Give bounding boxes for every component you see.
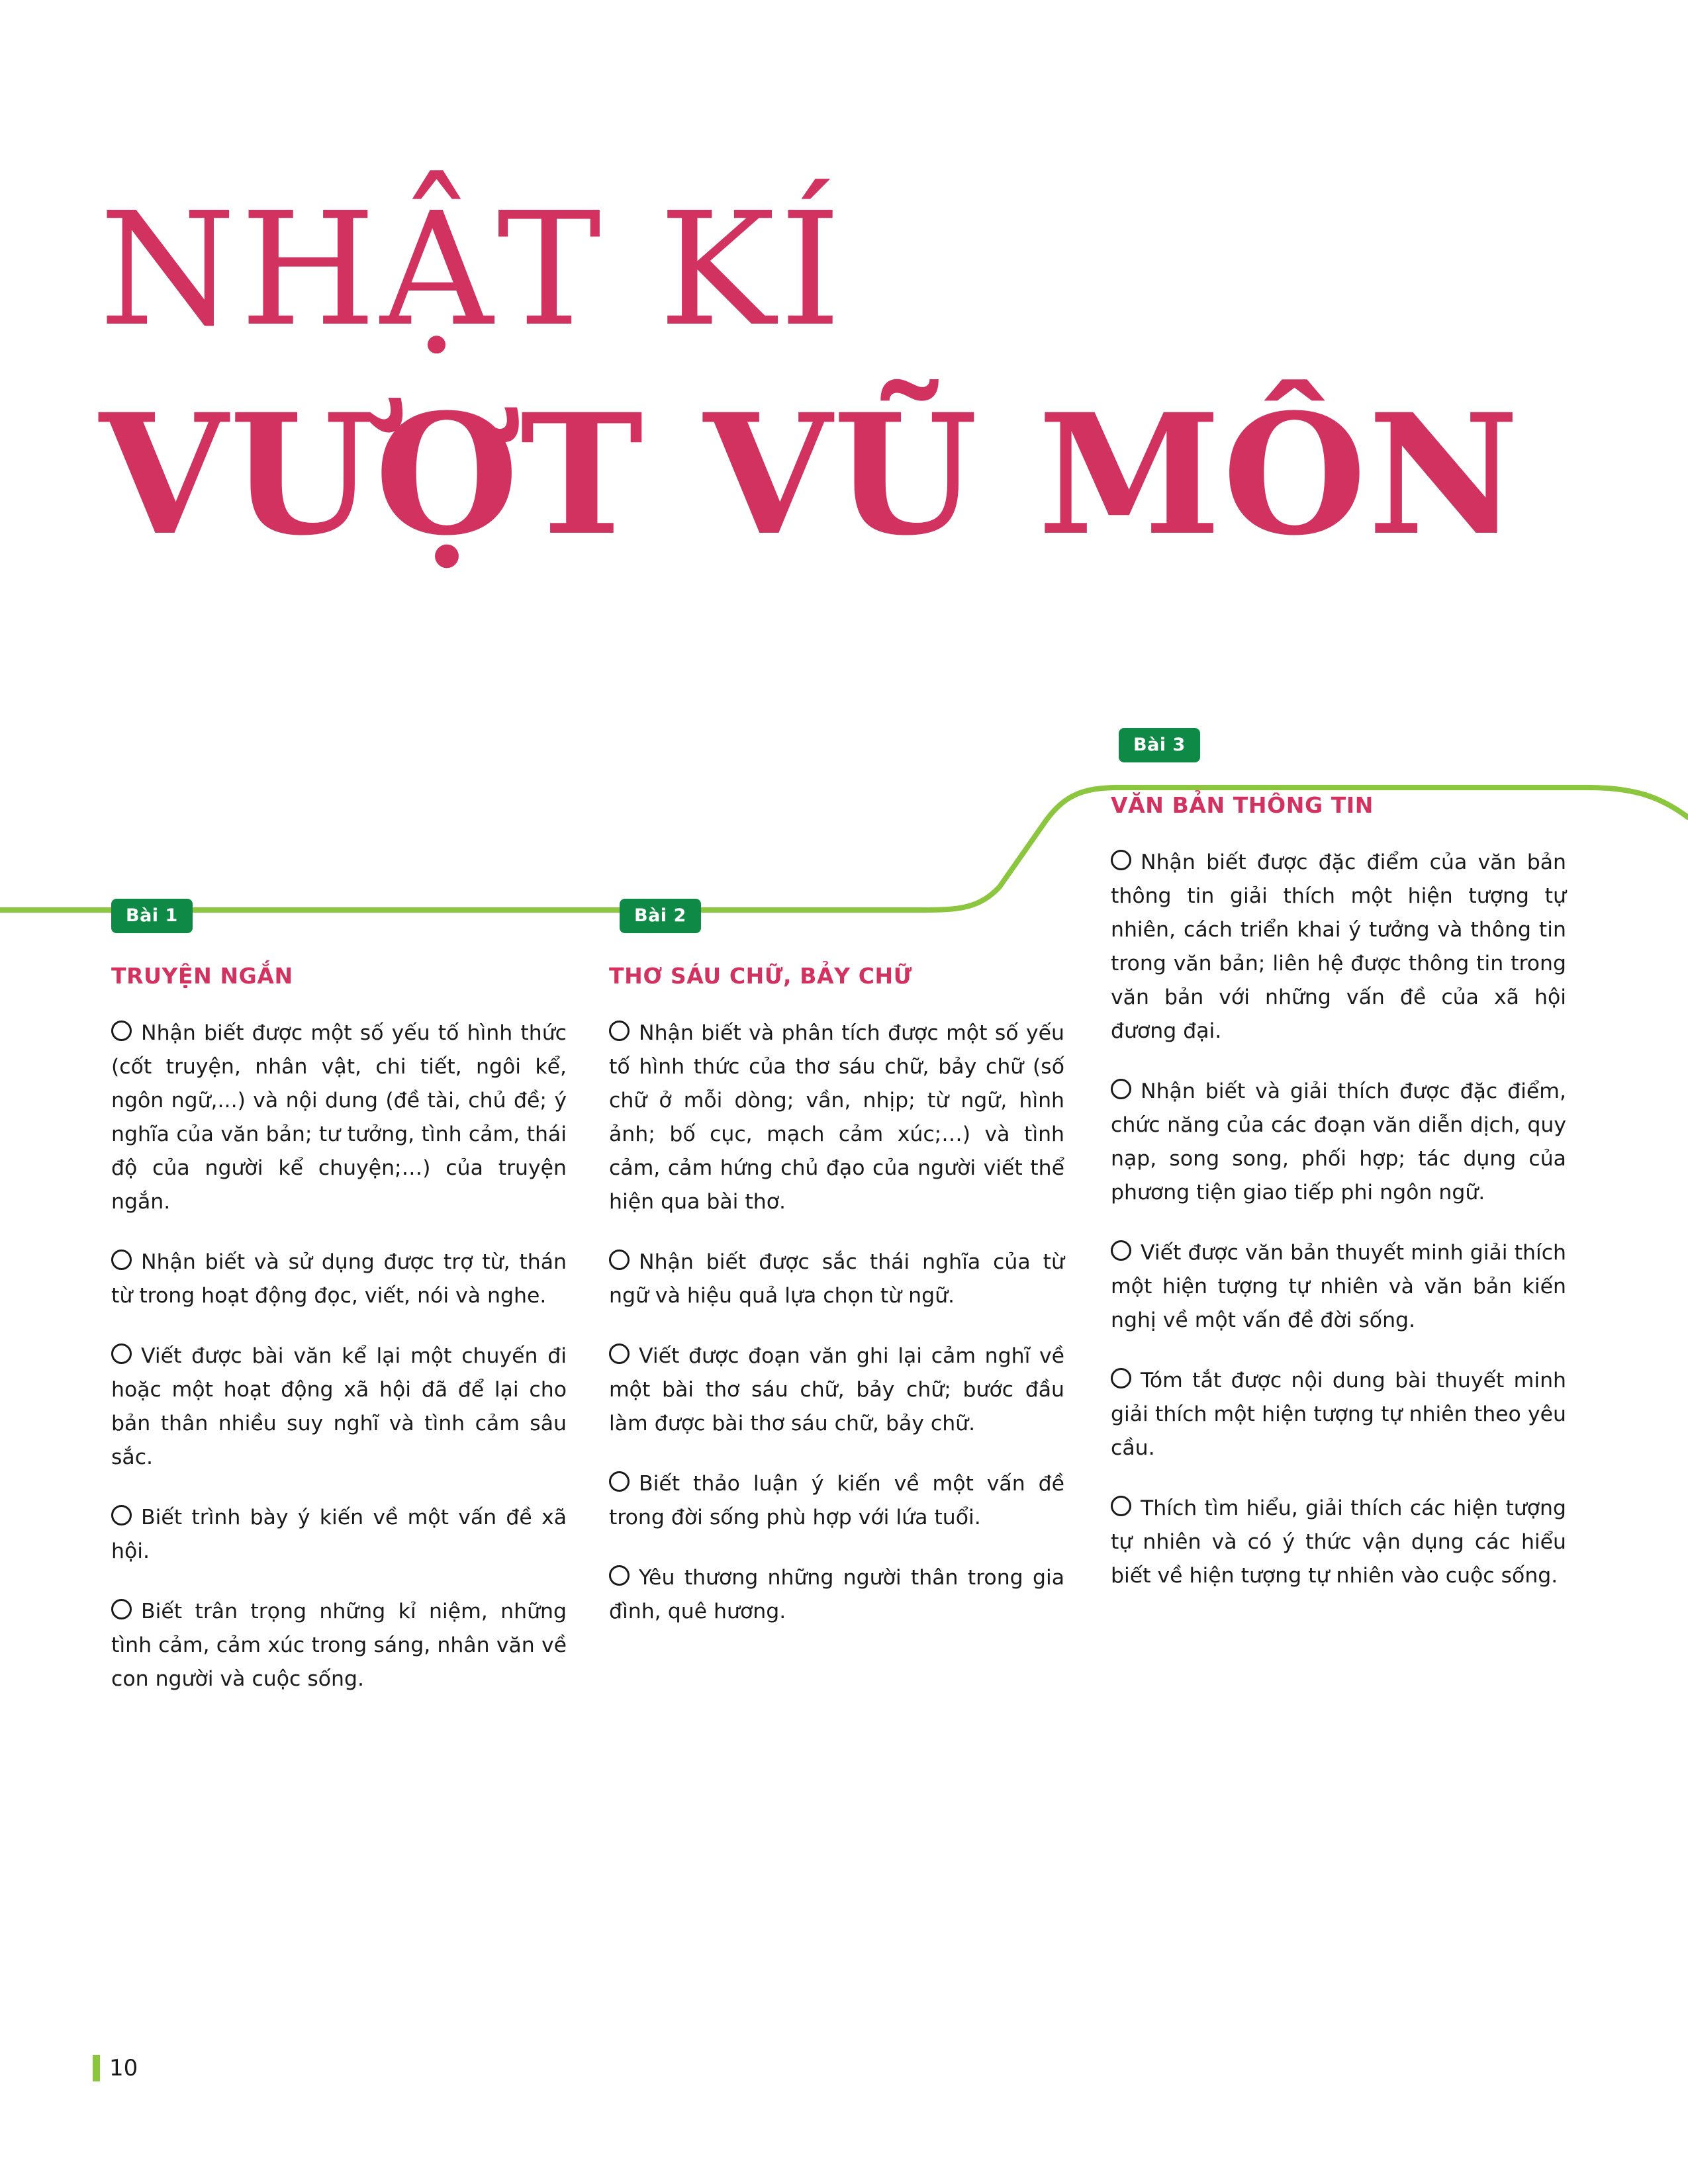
list-item bbox=[609, 1561, 1064, 1629]
list-item-text: Yêu thương những người thân trong gia đình, quê hương. bbox=[609, 1566, 1064, 1624]
title-line-1: NHẬT KÍ bbox=[99, 179, 845, 361]
bullet-circle-icon bbox=[111, 1343, 132, 1364]
page-footer bbox=[93, 2055, 138, 2081]
footer-accent-bar bbox=[93, 2055, 100, 2081]
list-item-text: Thích tìm hiểu, giải thích các hiện tượng tự nhiên và có ý thức vận dụng các hiểu biết về hiện tượng tự nhiên vào cuộc sống. bbox=[1111, 1496, 1566, 1588]
lesson-heading-3: VĂN BẢN THÔNG TIN bbox=[1111, 792, 1374, 818]
bullet-circle-icon bbox=[1111, 1240, 1131, 1261]
list-item-text: Nhận biết và phân tích được một số yếu tố hình thức của thơ sáu chữ, bảy chữ (số chữ ở mỗi dòng; vần, nhịp; từ ngữ, hình ảnh; bố cục, mạch cảm xúc;…) và tình cảm, cảm hứng chủ đạo của người viết thể hiện qua bài thơ. bbox=[609, 1021, 1064, 1214]
page-title bbox=[99, 179, 1589, 572]
bullet-circle-icon bbox=[609, 1021, 630, 1041]
list-item-text: Nhận biết được một số yếu tố hình thức (cốt truyện, nhân vật, chi tiết, ngôi kể, ngôn ngữ,...) và nội dung (đề tài, chủ đề; ý nghĩa của văn bản; tư tưởng, tình cảm, thái độ của người kể chuyện;…) của truyện ngắn. bbox=[111, 1021, 567, 1214]
lesson-column-3 bbox=[1111, 792, 1566, 1619]
bullet-circle-icon bbox=[1111, 1496, 1131, 1516]
list-item-text: Biết trân trọng những kỉ niệm, những tình cảm, cảm xúc trong sáng, nhân văn về con người và cuộc sống. bbox=[111, 1600, 567, 1692]
list-item bbox=[111, 1017, 567, 1219]
title-line-2: VƯỢT VŨ MÔN bbox=[99, 377, 1521, 572]
lesson-heading-2: THƠ SÁU CHỮ, BẢY CHỮ bbox=[609, 963, 912, 989]
lesson-badge-1: Bài 1 bbox=[111, 899, 193, 933]
list-item bbox=[1111, 1075, 1566, 1210]
list-item bbox=[1111, 1236, 1566, 1338]
list-item bbox=[609, 1246, 1064, 1313]
list-item-text: Nhận biết được đặc điểm của văn bản thông tin giải thích một hiện tượng tự nhiên, cách triển khai ý tưởng và thông tin trong văn bản; liên hệ được thông tin trong văn bản với những vấn đề của xã hội đương đại. bbox=[1111, 850, 1566, 1044]
list-item bbox=[609, 1467, 1064, 1535]
bullet-circle-icon bbox=[609, 1343, 630, 1364]
list-item bbox=[111, 1501, 567, 1569]
lesson-heading-1: TRUYỆN NGẮN bbox=[111, 963, 293, 989]
list-item bbox=[1111, 1492, 1566, 1593]
page-number: 10 bbox=[109, 2055, 138, 2081]
list-item bbox=[111, 1595, 567, 1696]
bullet-circle-icon bbox=[609, 1565, 630, 1586]
list-item bbox=[609, 1340, 1064, 1441]
bullet-circle-icon bbox=[609, 1471, 630, 1492]
lesson-column-2 bbox=[609, 963, 1064, 1655]
bullet-circle-icon bbox=[111, 1599, 132, 1619]
bullet-circle-icon bbox=[111, 1021, 132, 1041]
list-item-text: Tóm tắt được nội dung bài thuyết minh giải thích một hiện tượng tự nhiên theo yêu cầu. bbox=[1111, 1369, 1566, 1461]
list-item-text: Viết được văn bản thuyết minh giải thích một hiện tượng tự nhiên và văn bản kiến nghị về một vấn đề đời sống. bbox=[1111, 1241, 1566, 1333]
list-item-text: Viết được đoạn văn ghi lại cảm nghĩ về một bài thơ sáu chữ, bảy chữ; bước đầu làm được bài thơ sáu chữ, bảy chữ. bbox=[609, 1344, 1064, 1436]
lesson-badge-2: Bài 2 bbox=[620, 899, 701, 933]
bullet-circle-icon bbox=[1111, 850, 1131, 870]
list-item bbox=[609, 1017, 1064, 1219]
list-item-text: Nhận biết và sử dụng được trợ từ, thán từ trong hoạt động đọc, viết, nói và nghe. bbox=[111, 1250, 567, 1308]
bullet-circle-icon bbox=[1111, 1368, 1131, 1388]
lesson-column-1 bbox=[111, 963, 567, 1723]
list-item bbox=[111, 1340, 567, 1475]
list-item-text: Biết trình bày ý kiến về một vấn đề xã hội. bbox=[111, 1506, 567, 1564]
list-item bbox=[111, 1246, 567, 1313]
list-item-text: Nhận biết được sắc thái nghĩa của từ ngữ và hiệu quả lựa chọn từ ngữ. bbox=[609, 1250, 1064, 1308]
bullet-circle-icon bbox=[111, 1505, 132, 1525]
lesson-badge-3: Bài 3 bbox=[1119, 728, 1200, 762]
bullet-circle-icon bbox=[609, 1250, 630, 1270]
list-item-text: Nhận biết và giải thích được đặc điểm, chức năng của các đoạn văn diễn dịch, quy nạp, song song, phối hợp; tác dụng của phương tiện giao tiếp phi ngôn ngữ. bbox=[1111, 1079, 1566, 1205]
list-item bbox=[1111, 1364, 1566, 1465]
bullet-circle-icon bbox=[1111, 1079, 1131, 1099]
list-item-text: Viết được bài văn kể lại một chuyến đi hoặc một hoạt động xã hội đã để lại cho bản thân nhiều suy nghĩ và tình cảm sâu sắc. bbox=[111, 1344, 567, 1470]
bullet-circle-icon bbox=[111, 1250, 132, 1270]
list-item bbox=[1111, 846, 1566, 1048]
list-item-text: Biết thảo luận ý kiến về một vấn đề trong đời sống phù hợp với lứa tuổi. bbox=[609, 1472, 1064, 1530]
